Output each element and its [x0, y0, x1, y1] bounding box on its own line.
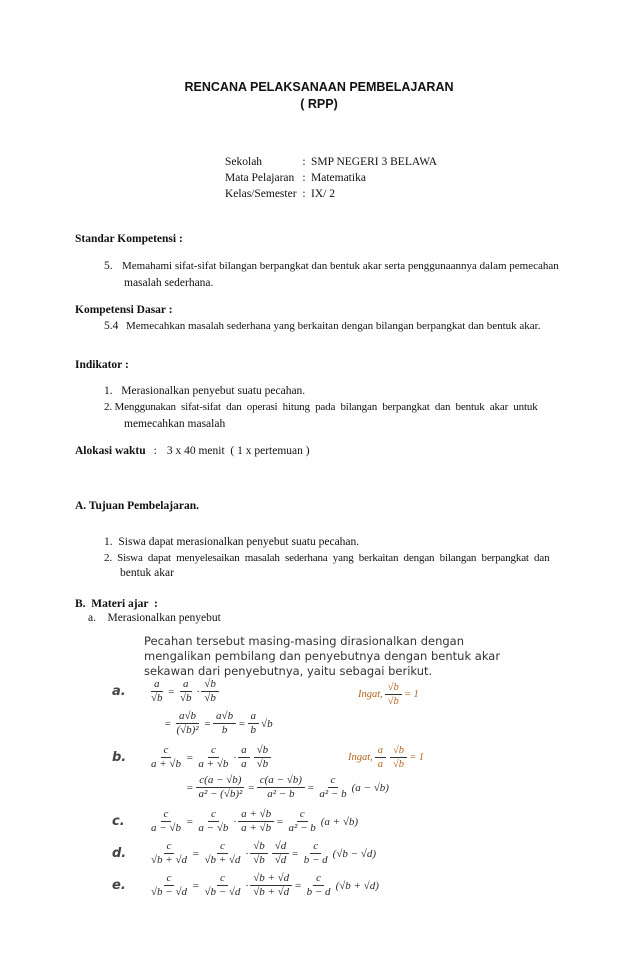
info-label: Kelas/Semester: [225, 188, 297, 200]
equation-e: e. $\frac{c}{√b - √d}$ = $\frac{c}{√b - √d}$ · $\frac{√b + √d}{√b + √d}$ = $\frac{c}{b - d}$ (√b + √d): [112, 872, 379, 898]
tujuan-item2-line2: bentuk akar: [120, 567, 174, 579]
info-value: IX/ 2: [311, 188, 335, 200]
indikator-item2-line2: memecahkan masalah: [124, 418, 226, 430]
label-d: d.: [112, 846, 127, 861]
math-figure: [112, 676, 442, 901]
ingat-label: Ingat,: [348, 752, 373, 763]
ingat-a: Ingat, $\frac{√b}{√b}$ = 1: [358, 682, 419, 707]
alokasi-row: [75, 445, 310, 457]
info-sep: :: [302, 156, 306, 168]
intro-line: mengalikan pembilang dan penyebutnya dengan bentuk akar: [144, 649, 501, 663]
page-subtitle: ( RPP): [300, 97, 338, 111]
label-c: c.: [112, 814, 125, 829]
intro-line: sekawan dari penyebutnya, yaitu sebagai berikut.: [144, 664, 433, 678]
info-value: SMP NEGERI 3 BELAWA: [311, 156, 438, 168]
info-label: Mata Pelajaran: [225, 172, 295, 184]
info-label: Sekolah: [225, 156, 263, 168]
materi-heading: B. Materi ajar :: [75, 598, 158, 610]
info-sep: :: [302, 188, 306, 200]
page-title: RENCANA PELAKSANAAN PEMBELAJARAN: [184, 80, 454, 94]
label-a: a.: [112, 684, 126, 699]
ingat-label: Ingat,: [358, 689, 383, 700]
equation-b1: b. $\frac{c}{a + √b}$ = $\frac{c}{a + √b}$ · $\frac{a}{a}$ $\frac{√b}{√b}$: [112, 744, 273, 771]
intro-line: Pecahan tersebut masing-masing dirasionalkan dengan: [144, 634, 465, 648]
indikator-heading: Indikator :: [75, 359, 129, 371]
info-sep: :: [302, 172, 306, 184]
kompetensi-text: Memecahkan masalah sederhana yang berkaitan dengan bilangan berpangkat dan bentuk akar.: [126, 320, 541, 332]
info-row: [225, 170, 485, 186]
materi-sub: a. Merasionalkan penyebut: [88, 612, 221, 624]
standar-number: 5.: [104, 260, 113, 272]
equation-b2: = $\frac{c(a - √b)}{\text{a² − (√b)²}}$ = $\frac{c(a - √b)}{\text{a² − b}}$ = $\frac{c}{\text{a² − b}}$ (a − √b): [186, 774, 389, 800]
indikator-item2-line1: 2. Menggunakan sifat-sifat dan operasi hitung pada bilangan berpangkat dan bentuk akar untuk: [104, 401, 538, 413]
label-e: e.: [112, 878, 126, 893]
alokasi-sep: :: [153, 445, 157, 457]
standar-heading: Standar Kompetensi :: [75, 233, 183, 245]
alokasi-heading: Alokasi waktu: [75, 445, 146, 457]
school-info: [225, 154, 485, 202]
info-row: [225, 186, 485, 202]
tujuan-item2-line1: 2. Siswa dapat menyelesaikan masalah sederhana yang berkaitan dengan bilangan berpangkat dan: [104, 552, 550, 564]
standar-line1: Memahami sifat-sifat bilangan berpangkat dan bentuk akar serta penggunaannya dalam pemecahan: [122, 260, 559, 272]
alokasi-value: 3 x 40 menit ( 1 x pertemuan ): [166, 445, 310, 457]
kompetensi-heading: Kompetensi Dasar :: [75, 304, 173, 316]
standar-line2: masalah sederhana.: [124, 277, 214, 289]
equation-c: c. $\frac{c}{a - √b}$ = $\frac{c}{a - √b}$ · $\frac{a + √b}{a + √b}$ = $\frac{c}{\text{a² − b}}$ (a + √b): [112, 808, 359, 834]
info-value: Matematika: [311, 172, 366, 184]
materi-intro: [144, 634, 500, 679]
equation-a1: a. $\frac{a}{√b}$ = $\frac{a}{√b}$ · $\frac{√b}{√b}$: [112, 678, 221, 705]
kompetensi-number: 5.4: [104, 320, 119, 332]
ingat-b: Ingat, $\frac{a}{a}$ $\frac{√b}{√b}$ = 1: [348, 745, 425, 770]
equation-d: d. $\frac{c}{√b + √d}$ = $\frac{c}{√b + √d}$ · $\frac{√b}{√b}$ $\frac{√d}{√d}$ = $\frac{c}{b - d}$ (√b − √d): [112, 840, 376, 866]
info-row: [225, 154, 485, 170]
equation-a2: = $\frac{a√b}{\text{(√b)²}}$ = $\frac{a√b}{b}$ = $\frac{a}{b}$ √b: [164, 710, 273, 736]
tujuan-heading: A. Tujuan Pembelajaran.: [75, 500, 199, 512]
label-b: b.: [112, 750, 127, 765]
tujuan-item1: 1. Siswa dapat merasionalkan penyebut suatu pecahan.: [104, 536, 360, 548]
indikator-item1: 1. Merasionalkan penyebut suatu pecahan.: [104, 385, 306, 397]
